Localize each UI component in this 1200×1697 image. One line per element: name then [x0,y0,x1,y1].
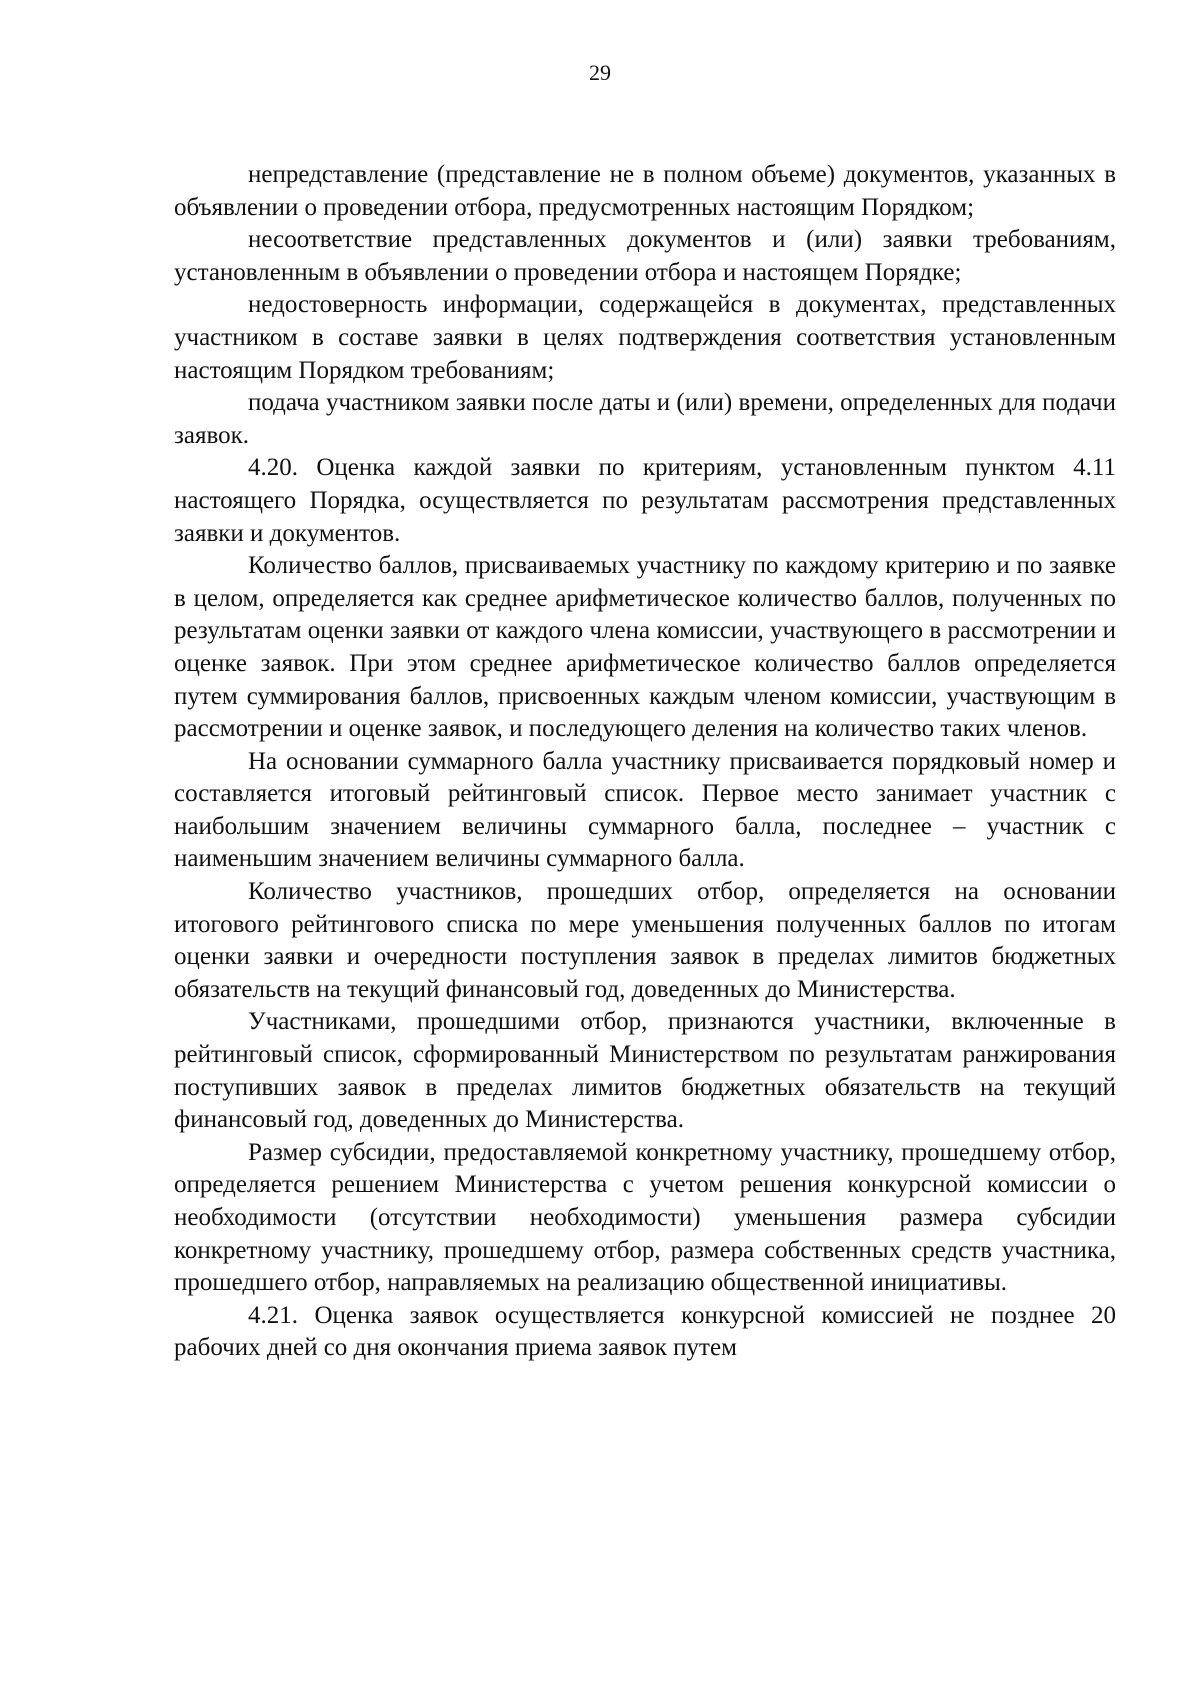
paragraph-clause-4-20: 4.20. Оценка каждой заявки по критериям, установленным пунктом 4.11 настоящего Порядка, осуществляется по результатам рассмотрения представленных заявки и документов. [174,454,1116,547]
paragraph-rating-list: На основании суммарного балла участнику присваивается порядковый номер и составляется итоговый рейтинговый список. Первое место занимает участник с наибольшим значением величины суммарного балла, последнее – участник с наименьшим значением величины суммарного балла. [174,747,1116,873]
paragraph-nonsubmission: непредставление (представление не в полном объеме) документов, указанных в объявлении о проведении отбора, предусмотренных настоящим Порядком; [174,161,1116,221]
paragraph-winners: Участниками, прошедшими отбор, признаются участники, включенные в рейтинговый список, сформированный Министерством по результатам ранжирования поступивших заявок в пределах лимитов бюджетных обязательств на текущий финансовый год, доведенных до Министерства. [174,1008,1116,1134]
paragraph-participant-count: Количество участников, прошедших отбор, определяется на основании итогового рейтингового списка по мере уменьшения полученных баллов по итогам оценки заявки и очередности поступления заявок в пределах лимитов бюджетных обязательств на текущий финансовый год, доведенных до Министерства. [174,878,1116,1003]
page-number: 29 [589,60,611,85]
paragraph-clause-4-21: 4.21. Оценка заявок осуществляется конкурсной комиссией не позднее 20 рабочих дней со дня окончания приема заявок путем [174,1301,1116,1362]
paragraph-subsidy-size: Размер субсидии, предоставляемой конкретному участнику, прошедшему отбор, определяется решением Министерства с учетом решения конкурсной комиссии о необходимости (отсутствии необходимости) уменьшения размера субсидии конкретному участнику, прошедшему отбор, размера собственных средств участника, прошедшего отбор, направляемых на реализацию общественной инициативы. [174,1138,1116,1297]
paragraph-noncompliance: несоответствие представленных документов и (или) заявки требованиям, установленным в объявлении о проведении отбора и настоящем Порядке; [174,226,1116,286]
paragraph-unreliability: недостоверность информации, содержащейся в документах, представленных участником в составе заявки в целях подтверждения соответствия установленным настоящим Порядком требованиям; [174,291,1116,384]
paragraph-score-calculation: Количество баллов, присваиваемых участнику по каждому критерию и по заявке в целом, определяется как среднее арифметическое количество баллов, полученных по результатам оценки заявки от каждого члена комиссии, участвующего в рассмотрении и оценке заявок. При этом среднее арифметическое количество баллов определяется путем суммирования баллов, присвоенных каждым членом комиссии, участвующим в рассмотрении и оценке заявок, и последующего деления на количество таких членов. [174,552,1116,743]
document-body [174,159,1116,1365]
paragraph-late-submission: подача участником заявки после даты и (или) времени, определенных для подачи заявок. [174,389,1116,449]
